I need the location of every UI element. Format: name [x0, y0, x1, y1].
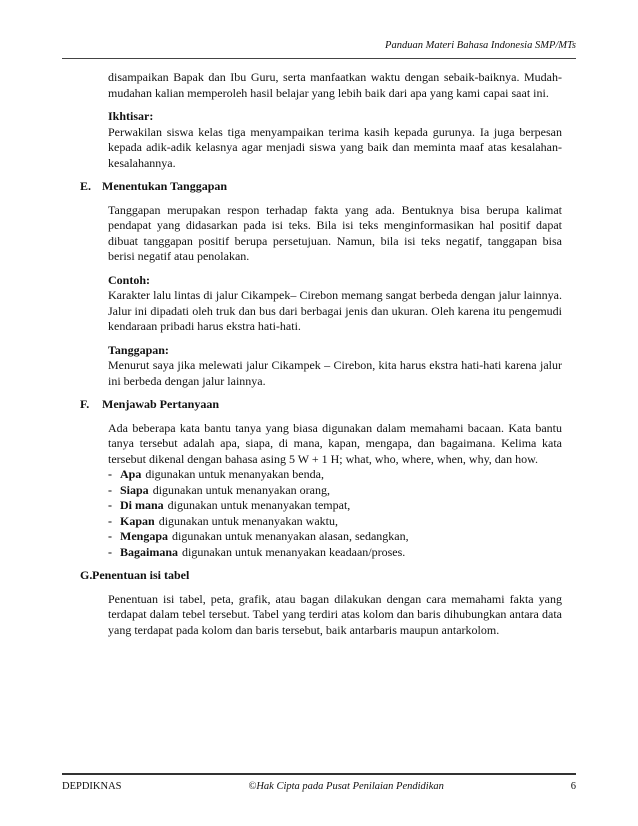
contoh-label: Contoh:: [108, 272, 151, 287]
ikhtisar-text: Perwakilan siswa kelas tiga menyampaikan terima kasih kepada gurunya. Ia juga berpesan kepada adik-adik kelasnya agar menjadi siswa yang baik dan meminta maaf atas kesalahan-kesalahannya.: [108, 124, 562, 170]
question-word: Apa: [120, 467, 142, 481]
list-item: - Apa digunakan untuk menanyakan benda,: [108, 467, 324, 481]
footer-copyright: ©Hak Cipta pada Pusat Penilaian Pendidikan: [248, 781, 444, 792]
question-word: Siapa: [120, 482, 149, 497]
ikhtisar-label: Ikhtisar:: [108, 109, 154, 123]
section-g-title: Penentuan isi tabel: [92, 568, 190, 582]
header-title: Panduan Materi Bahasa Indonesia SMP/MTs: [385, 40, 576, 51]
page-header: [62, 40, 576, 59]
section-f-body: [108, 421, 562, 561]
section-e-body: [108, 203, 562, 390]
list-item: - Di mana digunakan untuk menanyakan tempat,: [108, 498, 351, 512]
section-e-paragraph: Tanggapan merupakan respon terhadap fakta yang ada. Bentuknya bisa berupa kalimat pendapat yang didasarkan pada isi teks. Bila isi teks menginformasikan hal positif dapat dibuat tanggapan positif berupa persetujuan. Namun, bila isi teks negatif, tanggapan bisa berisi negatif atau penolakan.: [108, 202, 562, 263]
list-item: - Bagaimana digunakan untuk menanyakan keadaan/proses.: [108, 544, 406, 559]
intro-paragraph: disampaikan Bapak dan Ibu Guru, serta manfaatkan waktu dengan sebaik-baiknya. Mudah-mudahan kalian memperoleh hasil belajar yang lebih baik dari apa yang kami capai saat ini.: [108, 70, 562, 100]
section-e-letter: E.: [80, 179, 92, 193]
list-item: - Siapa digunakan untuk menanyakan orang,: [108, 482, 330, 497]
contoh-text: Karakter lalu lintas di jalur Cikampek– Cirebon memang sangat berbeda dengan jalur lainnya. Jalur ini dipadati oleh truk dan bus dari berbagai jenis dan ukuran. Oleh karena itu pengemudi kendaraan pribadi harus ekstra hati-hati.: [108, 288, 562, 333]
section-e-heading: [80, 179, 562, 195]
question-word: Mengapa: [120, 529, 168, 543]
page-footer: [62, 773, 576, 792]
section-f-heading: [80, 397, 562, 413]
question-word: Kapan: [120, 513, 155, 528]
section-g-body: [108, 592, 562, 639]
section-g-paragraph: Penentuan isi tabel, peta, grafik, atau bagan dilakukan dengan cara memahami fakta yang terdapat dalam tebel tersebut. Tabel yang terdiri atas kolom dan baris dihubungkan antara data yang terdapat pada kolom dan baris tersebut, baik antarbaris maupun antarkolom.: [108, 591, 562, 637]
section-f-title: Menjawab Pertanyaan: [102, 397, 219, 411]
section-g-heading: [80, 568, 562, 584]
page-content: [62, 70, 562, 646]
section-e-title: Menentukan Tanggapan: [102, 179, 228, 193]
list-item: - Mengapa digunakan untuk menanyakan alasan, sedangkan,: [108, 529, 409, 543]
question-word-list: [108, 467, 562, 560]
section-g-letter: G.: [80, 568, 93, 582]
tanggapan-label: Tanggapan:: [108, 342, 169, 357]
question-word: Di mana: [120, 498, 164, 512]
question-word: Bagaimana: [120, 544, 179, 559]
list-item: - Kapan digunakan untuk menanyakan waktu,: [108, 513, 338, 528]
page-number: 6: [570, 781, 576, 792]
footer-left: DEPDIKNAS: [62, 781, 122, 792]
intro-block: [108, 70, 562, 101]
ikhtisar-block: [108, 109, 562, 171]
section-f-paragraph: Ada beberapa kata bantu tanya yang biasa digunakan dalam memahami bacaan. Kata bantu tanya tersebut adalah apa, siapa, di mana, kapan, mengapa, dan bagaimana. Kelima kata tersebut dikenal dengan bahasa asing 5 W + 1 H; what, who, where, when, why, dan how.: [108, 420, 562, 466]
tanggapan-text: Menurut saya jika melewati jalur Cikampek – Cirebon, kita harus ekstra hati-hati karena jalur ini berbeda dengan jalur lainnya.: [108, 358, 562, 388]
section-f-letter: F.: [80, 397, 90, 411]
